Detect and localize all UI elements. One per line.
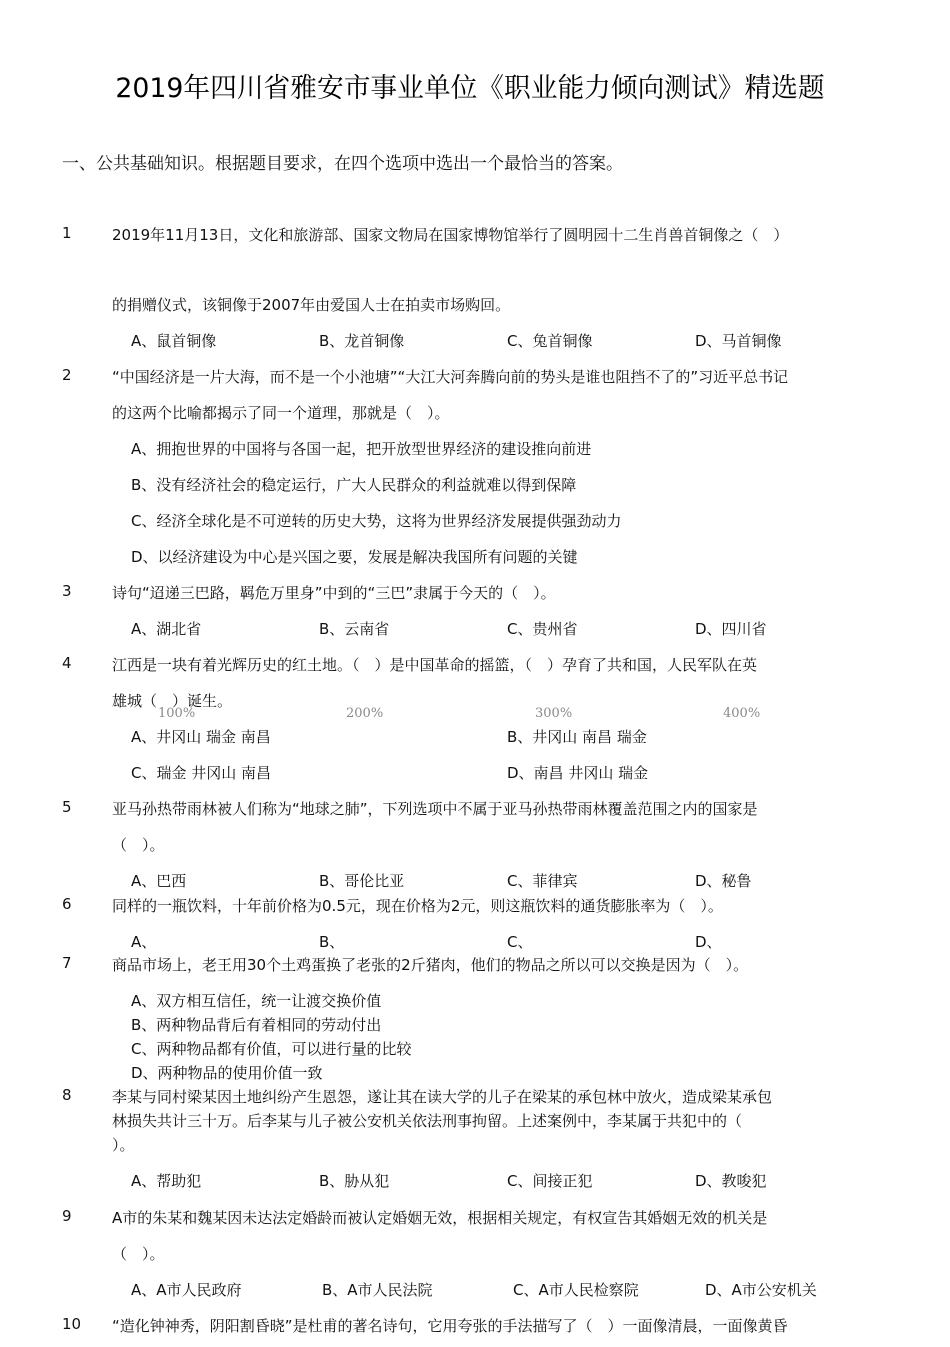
question-5-stem-line-1: 亚马孙热带雨林被人们称为“地球之肺”，下列选项中不属于亚马孙热带雨林覆盖范围之内的国家是: [112, 800, 758, 818]
question-8-stem-line-3: ）。: [112, 1136, 135, 1154]
question-2-option-b[interactable]: B、没有经济社会的稳定运行，广大人民群众的利益就难以得到保障: [131, 476, 577, 494]
question-4-option-b[interactable]: B、井冈山 南昌 瑞金: [507, 728, 647, 746]
question-9-option-c[interactable]: C、A市人民检察院: [513, 1281, 639, 1299]
question-5-option-a[interactable]: A、巴西: [131, 872, 187, 890]
question-5-number: 5: [62, 798, 72, 816]
question-4-stem-line-1: 江西是一块有着光辉历史的红土地。（ ）是中国革命的摇篮，（ ）孕育了共和国，人民军队在英: [112, 656, 758, 674]
question-1-option-c[interactable]: C、兔首铜像: [507, 332, 593, 350]
question-4-option-d[interactable]: D、南昌 井冈山 瑞金: [507, 764, 649, 782]
question-10-number: 10: [62, 1315, 82, 1333]
question-1-option-b[interactable]: B、龙首铜像: [319, 332, 405, 350]
question-9-option-a[interactable]: A、A市人民政府: [131, 1281, 242, 1299]
zoom-watermark-200: 200%: [346, 706, 384, 721]
section-heading: 一、公共基础知识。根据题目要求，在四个选项中选出一个最恰当的答案。: [62, 154, 623, 174]
question-9-stem-line-1: A市的朱某和魏某因未达法定婚龄而被认定婚姻无效，根据相关规定，有权宣告其婚姻无效的机关是: [112, 1209, 768, 1227]
question-9-option-b[interactable]: B、A市人民法院: [322, 1281, 433, 1299]
question-8-stem-line-2: 林损失共计三十万。后李某与儿子被公安机关依法刑事拘留。上述案例中，李某属于共犯中的（: [112, 1112, 743, 1130]
question-2-option-a[interactable]: A、拥抱世界的中国将与各国一起，把开放型世界经济的建设推向前进: [131, 440, 592, 458]
question-3-stem-line-1: 诗句“迢递三巴路，羁危万里身”中到的“三巴”隶属于今天的（ ）。: [112, 584, 556, 602]
question-5-option-b[interactable]: B、哥伦比亚: [319, 872, 405, 890]
question-2-stem-line-2: 的这两个比喻都揭示了同一个道理，那就是（ ）。: [112, 404, 450, 422]
question-8-option-c[interactable]: C、间接正犯: [507, 1172, 593, 1190]
question-1-number: 1: [62, 224, 72, 242]
question-4-option-a[interactable]: A、井冈山 瑞金 南昌: [131, 728, 271, 746]
zoom-watermark-100: 100%: [158, 706, 196, 721]
question-6-number: 6: [62, 895, 72, 913]
question-8-number: 8: [62, 1086, 72, 1104]
question-7-option-b[interactable]: B、两种物品背后有着相同的劳动付出: [131, 1016, 382, 1034]
question-6-option-a[interactable]: A、: [131, 933, 157, 951]
question-5-option-d[interactable]: D、秘鲁: [695, 872, 752, 890]
question-2-stem-line-1: “中国经济是一片大海，而不是一个小池塘”“大江大河奔腾向前的势头是谁也阻挡不了的”习近平总书记: [112, 368, 789, 386]
question-5-option-c[interactable]: C、菲律宾: [507, 872, 578, 890]
question-3-option-b[interactable]: B、云南省: [319, 620, 390, 638]
zoom-watermark-300: 300%: [535, 706, 573, 721]
question-2-option-c[interactable]: C、经济全球化是不可逆转的历史大势，这将为世界经济发展提供强劲动力: [131, 512, 622, 530]
question-10-stem-line-1: “造化钟神秀，阴阳割昏晓”是杜甫的著名诗句，它用夸张的手法描写了（ ）一面像清晨，一面像黄昏: [112, 1317, 788, 1335]
question-2-option-d[interactable]: D、以经济建设为中心是兴国之要，发展是解决我国所有问题的关键: [131, 548, 578, 566]
question-9-stem-line-2: （ ）。: [112, 1245, 165, 1263]
question-1-option-a[interactable]: A、鼠首铜像: [131, 332, 217, 350]
question-1-stem-line-2: 的捐赠仪式，该铜像于2007年由爱国人士在拍卖市场购回。: [112, 296, 511, 314]
question-3-option-a[interactable]: A、湖北省: [131, 620, 202, 638]
question-7-number: 7: [62, 954, 72, 972]
question-8-option-d[interactable]: D、教唆犯: [695, 1172, 767, 1190]
question-3-number: 3: [62, 582, 72, 600]
question-7-option-c[interactable]: C、两种物品都有价值，可以进行量的比较: [131, 1040, 412, 1058]
question-8-option-b[interactable]: B、胁从犯: [319, 1172, 390, 1190]
question-7-option-a[interactable]: A、双方相互信任，统一让渡交换价值: [131, 992, 382, 1010]
question-1-option-d[interactable]: D、马首铜像: [695, 332, 782, 350]
question-2-number: 2: [62, 366, 72, 384]
question-7-option-d[interactable]: D、两种物品的使用价值一致: [131, 1064, 323, 1082]
question-6-option-c[interactable]: C、: [507, 933, 533, 951]
question-5-stem-line-2: （ ）。: [112, 836, 165, 854]
question-9-number: 9: [62, 1207, 72, 1225]
question-4-stem-line-2: 雄城（ ）诞生。: [112, 692, 233, 710]
question-4-option-c[interactable]: C、瑞金 井冈山 南昌: [131, 764, 272, 782]
question-9-option-d[interactable]: D、A市公安机关: [705, 1281, 817, 1299]
question-6-option-d[interactable]: D、: [695, 933, 722, 951]
question-3-option-c[interactable]: C、贵州省: [507, 620, 578, 638]
question-8-option-a[interactable]: A、帮助犯: [131, 1172, 202, 1190]
question-3-option-d[interactable]: D、四川省: [695, 620, 767, 638]
page-title: 2019年四川省雅安市事业单位《职业能力倾向测试》精选题: [115, 73, 825, 104]
question-4-number: 4: [62, 654, 72, 672]
question-8-stem-line-1: 李某与同村梁某因土地纠纷产生恩怨，遂让其在读大学的儿子在梁某的承包林中放火，造成梁某承包: [112, 1088, 773, 1106]
question-6-option-b[interactable]: B、: [319, 933, 345, 951]
question-7-stem-line-1: 商品市场上，老王用30个土鸡蛋换了老张的2斤猪肉，他们的物品之所以可以交换是因为（ ）。: [112, 956, 749, 974]
zoom-watermark-400: 400%: [723, 706, 761, 721]
question-6-stem-line-1: 同样的一瓶饮料，十年前价格为0.5元，现在价格为2元，则这瓶饮料的通货膨胀率为（ ）。: [112, 897, 723, 915]
question-1-stem-line-1: 2019年11月13日，文化和旅游部、国家文物局在国家博物馆举行了圆明园十二生肖兽首铜像之（ ）: [112, 226, 789, 244]
